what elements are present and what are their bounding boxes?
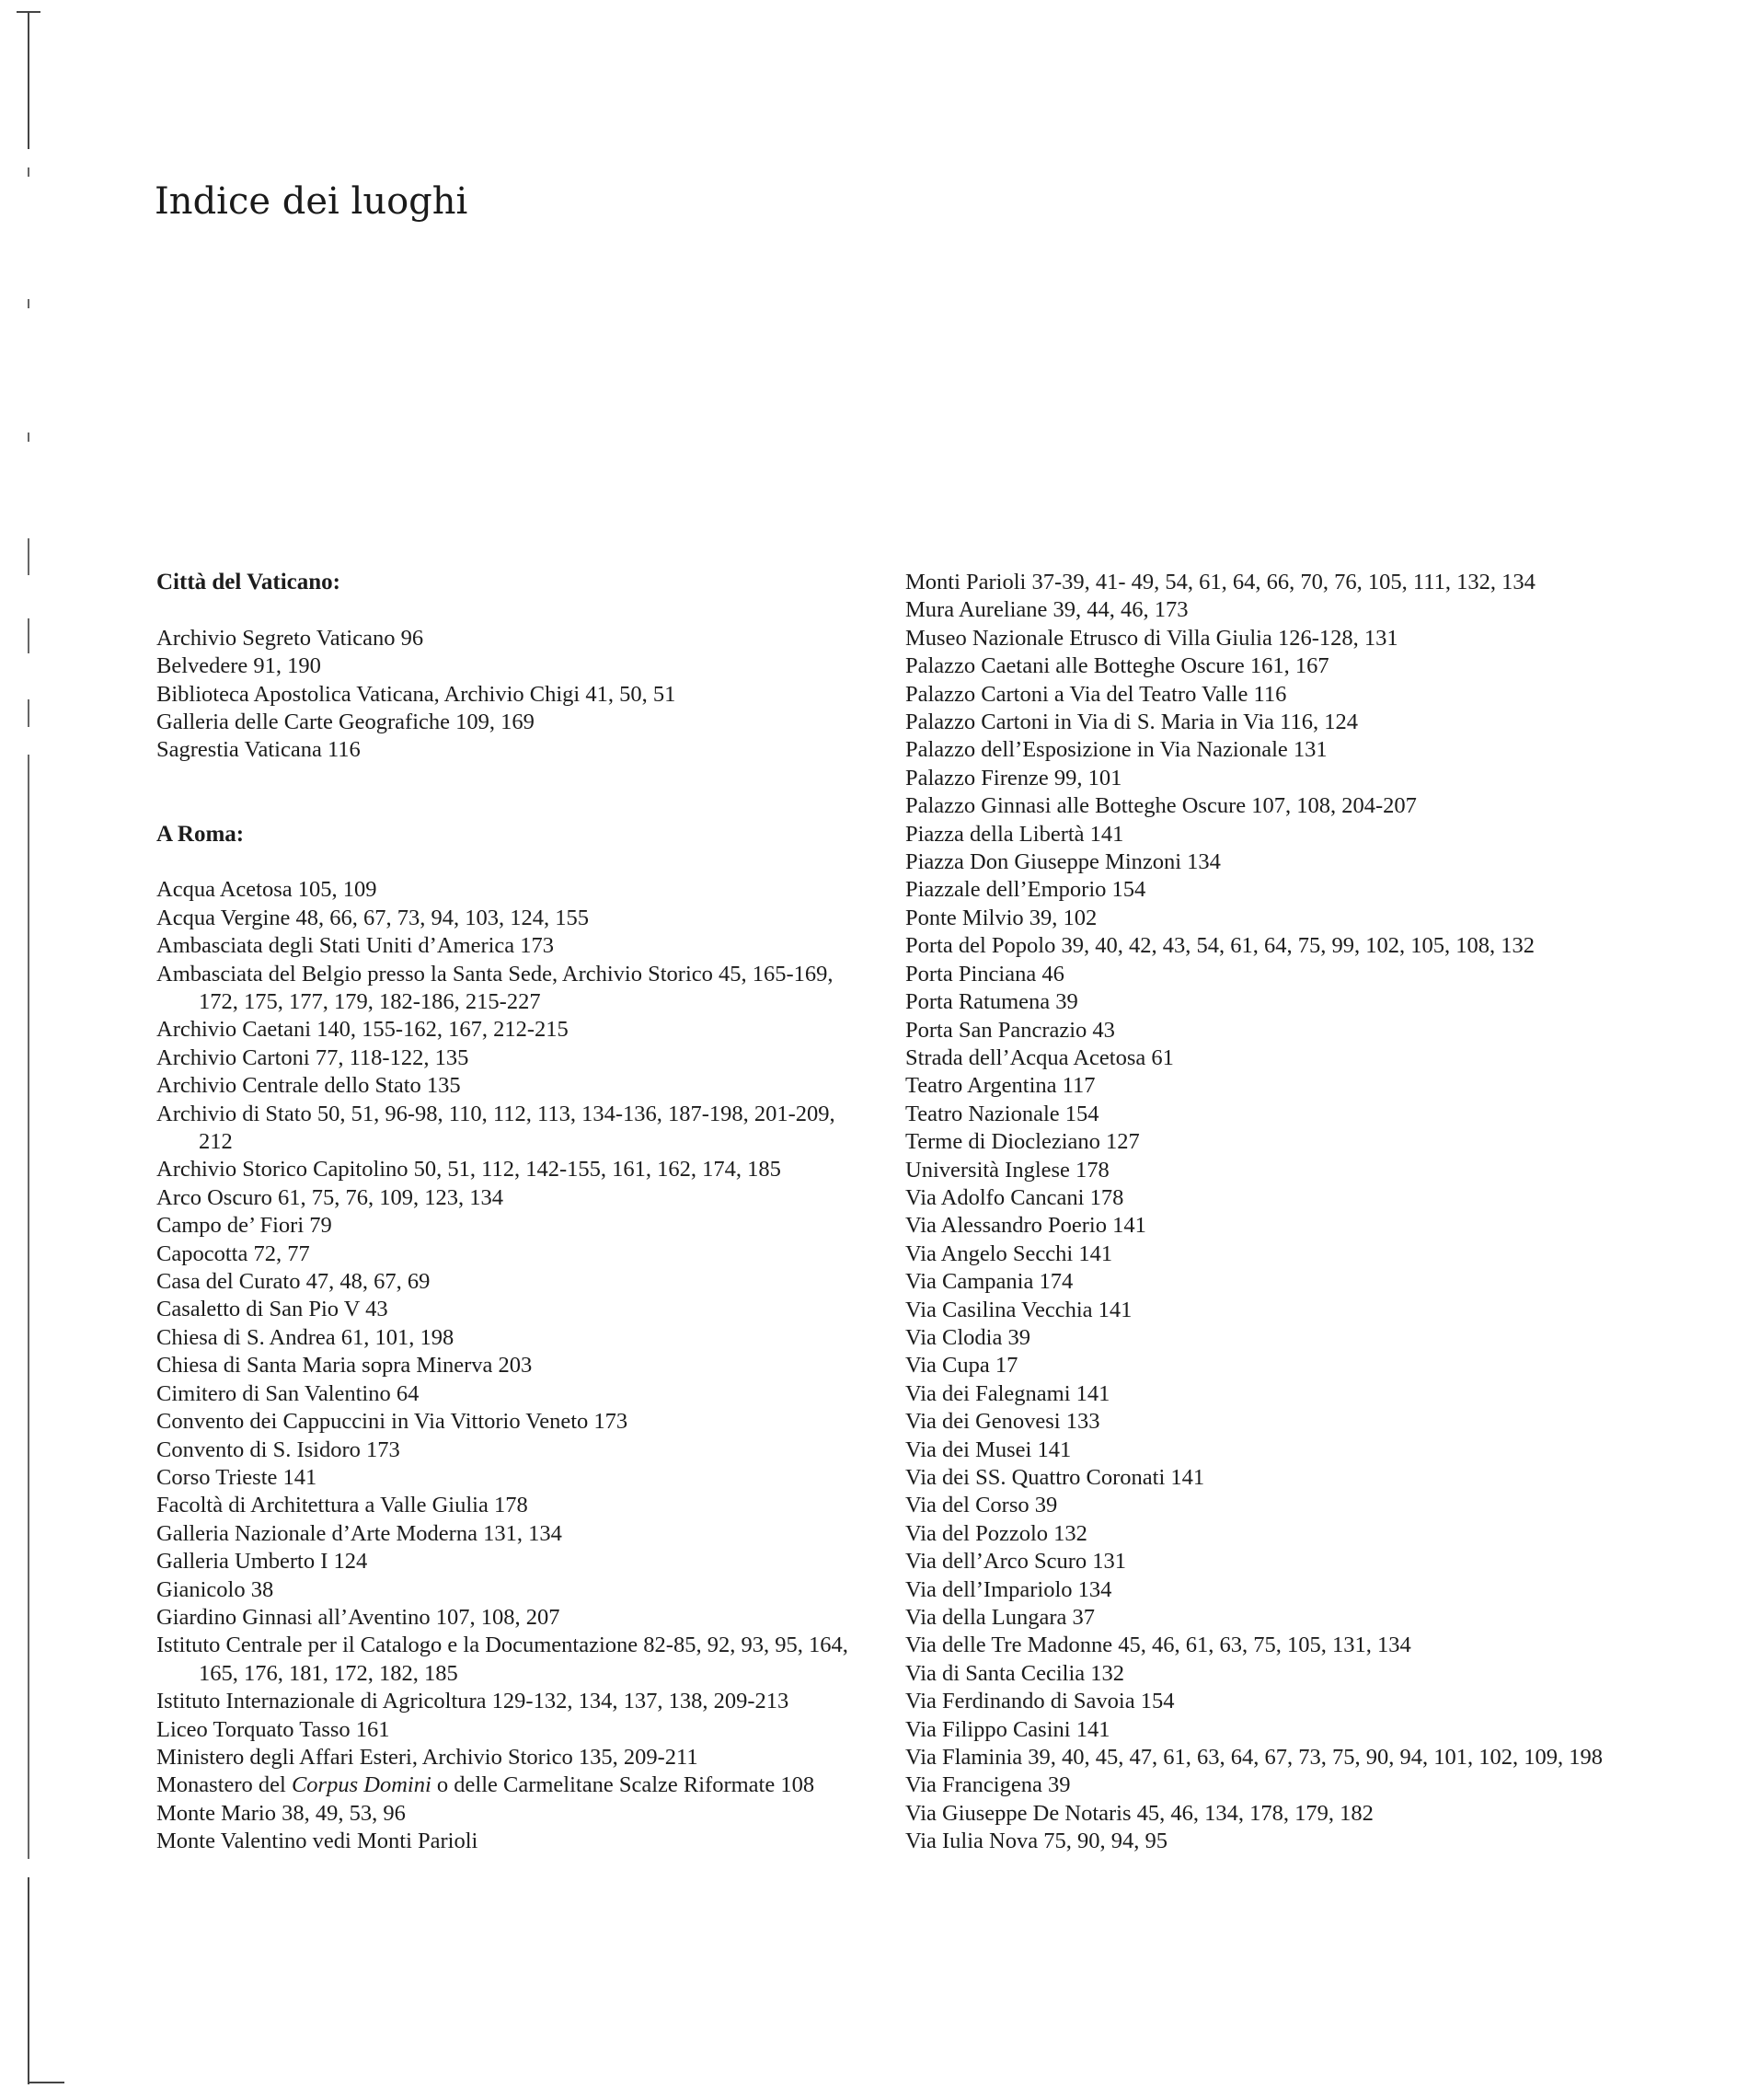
index-column-left <box>156 569 865 1856</box>
index-entry: Galleria delle Carte Geografiche 109, 169 <box>156 710 535 734</box>
index-entry: Ponte Milvio 39, 102 <box>905 905 1098 930</box>
index-entry: Ambasciata del Belgio presso la Santa Sede, Archivio Storico 45, 165-169, 172, 175, 177, 179, 182-186, 215-227 <box>156 961 834 1014</box>
index-entry: Chiesa di Santa Maria sopra Minerva 203 <box>156 1353 533 1379</box>
index-entry: Chiesa di S. Andrea 61, 101, 198 <box>156 1324 454 1350</box>
index-entry: Casa del Curato 47, 48, 67, 69 <box>156 1269 431 1295</box>
margin-mark <box>28 538 29 575</box>
index-entry: Via Angelo Secchi 141 <box>905 1240 1113 1266</box>
index-entry: Archivio Storico Capitolino 50, 51, 112, 142-155, 161, 162, 174, 185 <box>156 1157 781 1183</box>
margin-mark <box>28 433 29 442</box>
entry-text: o delle Carmelitane Scalze Riformate 108 <box>431 1772 815 1798</box>
page-title: Indice dei luoghi <box>155 180 468 223</box>
index-entry: Via della Lungara 37 <box>905 1605 1096 1631</box>
index-entry: Via Iulia Nova 75, 90, 94, 95 <box>905 1829 1168 1854</box>
index-entry: Via Ferdinando di Savoia 154 <box>905 1689 1175 1714</box>
index-entry: Strada dell’Acqua Acetosa 61 <box>905 1044 1174 1070</box>
margin-mark <box>28 699 29 727</box>
index-entry: Museo Nazionale Etrusco di Villa Giulia 126-128, 131 <box>905 625 1398 651</box>
index-entry: Giardino Ginnasi all’Aventino 107, 108, 207 <box>156 1604 560 1630</box>
index-entry: Via delle Tre Madonne 45, 46, 61, 63, 75, 105, 131, 134 <box>905 1633 1411 1658</box>
margin-rule <box>28 11 29 149</box>
index-entry: Via Alessandro Poerio 141 <box>905 1213 1146 1239</box>
index-entry: Via dell’Impariolo 134 <box>905 1576 1112 1602</box>
index-entry: Ambasciata degli Stati Uniti d’America 173 <box>156 933 555 959</box>
margin-mark <box>28 299 29 308</box>
index-entry: Palazzo dell’Esposizione in Via Nazionale 131 <box>905 737 1328 763</box>
index-entry: Teatro Argentina 117 <box>905 1073 1096 1099</box>
index-entry: Via dei SS. Quattro Coronati 141 <box>905 1465 1205 1490</box>
entry-italic-title: Corpus Domini <box>291 1772 431 1798</box>
index-entry: Cimitero di San Valentino 64 <box>156 1380 420 1406</box>
index-entry: Via Casilina Vecchia 141 <box>905 1297 1133 1322</box>
index-column-right <box>905 569 1641 1856</box>
section-heading-vaticano: Città del Vaticano: <box>156 570 340 594</box>
index-entry: Via dei Musei 141 <box>905 1437 1072 1462</box>
index-entry: Via del Corso 39 <box>905 1493 1058 1518</box>
index-entry: Piazza della Libertà 141 <box>905 821 1124 847</box>
index-entry: Liceo Torquato Tasso 161 <box>156 1716 390 1742</box>
index-entry: Piazza Don Giuseppe Minzoni 134 <box>905 849 1221 875</box>
index-entry: Mura Aureliane 39, 44, 46, 173 <box>905 597 1189 623</box>
index-entry: Via Filippo Casini 141 <box>905 1716 1110 1742</box>
index-entry: Galleria Nazionale d’Arte Moderna 131, 134 <box>156 1520 562 1546</box>
index-entry: Palazzo Cartoni in Via di S. Maria in Via 116, 124 <box>905 710 1358 735</box>
index-entry: Via di Santa Cecilia 132 <box>905 1660 1125 1686</box>
margin-mark <box>28 618 29 653</box>
index-entry: Acqua Vergine 48, 66, 67, 73, 94, 103, 124, 155 <box>156 905 589 930</box>
index-entry: Archivio Centrale dello Stato 135 <box>156 1073 461 1099</box>
index-entry: Archivio di Stato 50, 51, 96-98, 110, 112, 113, 134-136, 187-198, 201-209, 212 <box>156 1101 835 1155</box>
index-entry: Palazzo Ginnasi alle Botteghe Oscure 107, 108, 204-207 <box>905 793 1417 819</box>
index-entry: Archivio Caetani 140, 155-162, 167, 212-215 <box>156 1017 569 1043</box>
index-entry: Teatro Nazionale 154 <box>905 1101 1099 1126</box>
index-entry: Via Giuseppe De Notaris 45, 46, 134, 178, 179, 182 <box>905 1800 1374 1826</box>
margin-rule <box>28 1877 29 2084</box>
index-entry: Archivio Segreto Vaticano 96 <box>156 625 424 651</box>
index-entry: Via Campania 174 <box>905 1269 1074 1295</box>
index-entry: Università Inglese 178 <box>905 1157 1110 1183</box>
index-entry: Corso Trieste 141 <box>156 1464 317 1490</box>
index-entry: Gianicolo 38 <box>156 1576 274 1602</box>
index-entry: Porta Pinciana 46 <box>905 961 1064 987</box>
index-entry: Facoltà di Architettura a Valle Giulia 178 <box>156 1493 528 1518</box>
index-entry: Monti Parioli 37-39, 41- 49, 54, 61, 64, 66, 70, 76, 105, 111, 132, 134 <box>905 570 1536 594</box>
index-entry: Monte Valentino vedi Monti Parioli <box>156 1829 478 1854</box>
index-entry-monastero <box>156 1771 865 1799</box>
index-entry: Istituto Internazionale di Agricoltura 129-132, 134, 137, 138, 209-213 <box>156 1689 789 1714</box>
index-entry: Porta Ratumena 39 <box>905 989 1078 1015</box>
index-entry: Campo de’ Fiori 79 <box>156 1213 332 1239</box>
index-entry: Sagrestia Vaticana 116 <box>156 737 361 763</box>
index-entry: Acqua Acetosa 105, 109 <box>156 877 377 903</box>
index-entry: Arco Oscuro 61, 75, 76, 109, 123, 134 <box>156 1184 503 1210</box>
index-entry: Via del Pozzolo 132 <box>905 1520 1087 1546</box>
index-entry: Biblioteca Apostolica Vaticana, Archivio Chigi 41, 50, 51 <box>156 681 676 707</box>
index-entry: Monte Mario 38, 49, 53, 96 <box>156 1800 406 1826</box>
margin-mark <box>28 167 29 177</box>
index-entry: Via Francigena 39 <box>905 1772 1071 1798</box>
index-entry: Via dell’Arco Scuro 131 <box>905 1549 1127 1575</box>
index-entry: Palazzo Firenze 99, 101 <box>905 765 1122 790</box>
index-entry: Istituto Centrale per il Catalogo e la Documentazione 82-85, 92, 93, 95, 164, 165, 176, 181, 172, 182, 185 <box>156 1633 848 1686</box>
index-entry: Capocotta 72, 77 <box>156 1240 310 1266</box>
index-entry: Archivio Cartoni 77, 118-122, 135 <box>156 1044 469 1070</box>
index-entry: Convento di S. Isidoro 173 <box>156 1437 400 1462</box>
index-entry: Via Cupa 17 <box>905 1353 1018 1379</box>
index-entry: Palazzo Cartoni a Via del Teatro Valle 116 <box>905 681 1287 707</box>
section-heading-roma: A Roma: <box>156 821 245 847</box>
index-entry: Belvedere 91, 190 <box>156 653 321 679</box>
index-entry: Casaletto di San Pio V 43 <box>156 1297 388 1322</box>
index-entry: Via Flaminia 39, 40, 45, 47, 61, 63, 64, 67, 73, 75, 90, 94, 101, 102, 109, 198 <box>905 1745 1604 1771</box>
index-entry: Palazzo Caetani alle Botteghe Oscure 161, 167 <box>905 653 1329 679</box>
entry-text: Monastero del <box>156 1772 292 1798</box>
index-entry: Via dei Genovesi 133 <box>905 1409 1100 1435</box>
index-entry: Porta del Popolo 39, 40, 42, 43, 54, 61, 64, 75, 99, 102, 105, 108, 132 <box>905 933 1535 959</box>
index-entry: Galleria Umberto I 124 <box>156 1549 368 1575</box>
index-entry: Via dei Falegnami 141 <box>905 1380 1110 1406</box>
margin-tick <box>28 2082 64 2083</box>
index-entry: Convento dei Cappuccini in Via Vittorio Veneto 173 <box>156 1409 628 1435</box>
index-entry: Via Adolfo Cancani 178 <box>905 1184 1124 1210</box>
index-entry: Terme di Diocleziano 127 <box>905 1129 1140 1155</box>
index-entry: Ministero degli Affari Esteri, Archivio Storico 135, 209-211 <box>156 1744 698 1770</box>
index-entry: Via Clodia 39 <box>905 1324 1030 1350</box>
index-entry: Piazzale dell’Emporio 154 <box>905 877 1146 903</box>
margin-rule <box>28 755 29 1859</box>
index-entry: Porta San Pancrazio 43 <box>905 1017 1115 1043</box>
